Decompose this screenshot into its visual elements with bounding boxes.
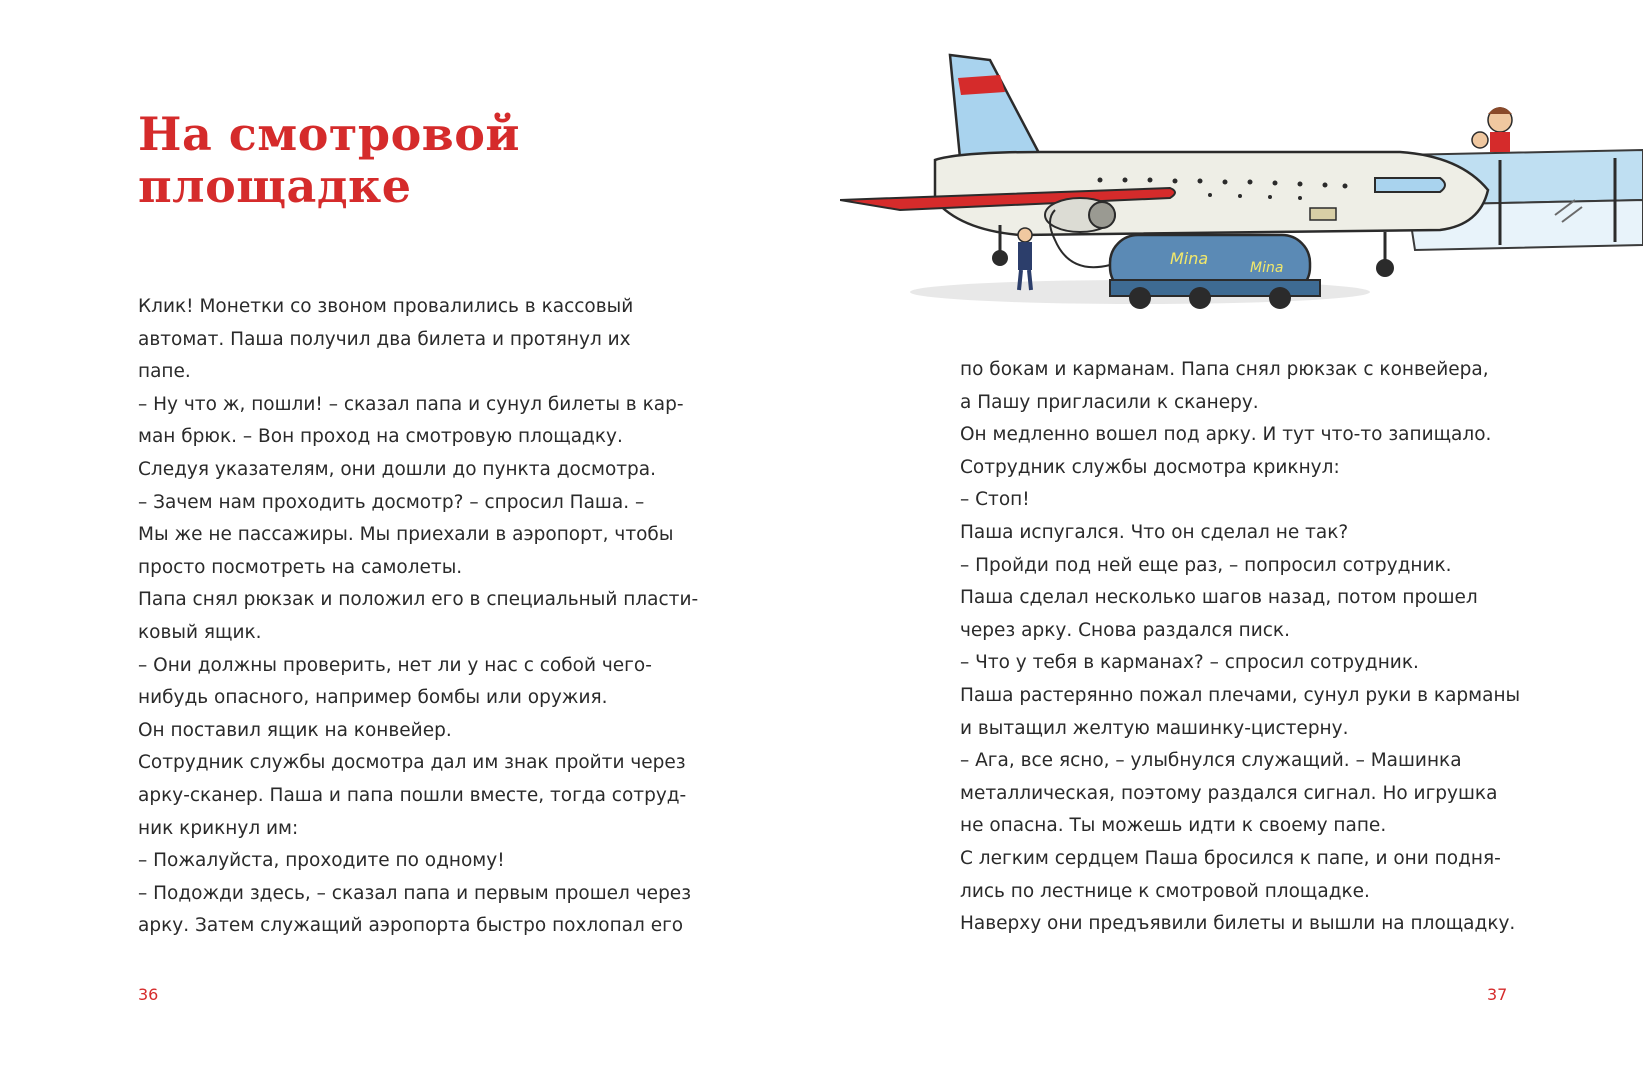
right_page-text-line: металлическая, поэтому раздался сигнал. Но игрушка	[960, 782, 1498, 804]
left_page-text-line: Сотрудник службы досмотра дал им знак пройти через	[138, 752, 686, 774]
right_page-text-line: Он медленно вошел под арку. И тут что-то запищало.	[960, 424, 1492, 446]
left_page-text-line: Папа снял рюкзак и положил его в специальный пласти-	[138, 589, 699, 611]
right_page-text-line: – Ага, все ясно, – улыбнулся служащий. – Машинка	[960, 750, 1462, 772]
right_page-text-line: лись по лестнице к смотровой площадке.	[960, 880, 1370, 902]
left_page-text-line: – Пожалуйста, проходите по одному!	[138, 850, 505, 872]
left_page-text-line: арку-сканер. Паша и папа пошли вместе, тогда сотруд-	[138, 784, 687, 806]
left_page-text-line: – Ну что ж, пошли! – сказал папа и сунул билеты в кар-	[138, 393, 684, 415]
right_page-text-line: Паша испугался. Что он сделал не так?	[960, 521, 1349, 543]
left_page-text-line: Следуя указателям, они дошли до пункта досмотра.	[138, 458, 657, 480]
right_page-text-line: – Что у тебя в карманах? – спросил сотрудник.	[960, 652, 1419, 674]
right_page-text-line: Паша растерянно пожал плечами, сунул руки в карманы	[960, 684, 1521, 706]
right-page-text	[960, 354, 1520, 941]
right_page-text-line: а Пашу пригласили к сканеру.	[960, 391, 1259, 413]
left_page-text-line: Клик! Монетки со звоном провалились в кассовый	[138, 296, 634, 317]
left_page-text-line: Мы же не пассажиры. Мы приехали в аэропорт, чтобы	[138, 524, 674, 546]
right_page-text-line: – Стоп!	[960, 489, 1030, 511]
left_page-text-line: папе.	[138, 361, 191, 383]
right_page-text-line: Паша сделал несколько шагов назад, потом прошел	[960, 587, 1478, 609]
right_page-text-line: по бокам и карманам. Папа снял рюкзак с конвейера,	[960, 359, 1489, 380]
right_page-text-line: через арку. Снова раздался писк.	[960, 619, 1290, 641]
left_page-text-line: просто посмотреть на самолеты.	[138, 556, 463, 578]
chapter-title-line-2: площадке	[138, 159, 412, 213]
ground-worker	[1018, 228, 1032, 290]
left_page-text-line: арку. Затем служащий аэропорта быстро похлопал его	[138, 915, 684, 937]
tanker-label-1: Mina	[1170, 249, 1209, 268]
left_page-text-line: – Они должны проверить, нет ли у нас с собой чего-	[138, 654, 652, 676]
left_page-text-line: Он поставил ящик на конвейер.	[138, 719, 452, 741]
right_page-text-line: Сотрудник службы досмотра крикнул:	[960, 456, 1340, 478]
people-on-deck	[1472, 107, 1512, 152]
right_page-text-line: С легким сердцем Паша бросился к папе, и они подня-	[960, 847, 1501, 869]
page-number-left: 36	[138, 985, 159, 1004]
plane-tail	[950, 55, 1040, 158]
left_page-text-line: ковый ящик.	[138, 621, 262, 643]
left_page-text-line: автомат. Паша получил два билета и протянул их	[138, 328, 631, 350]
airplane-illustration	[840, 40, 1643, 340]
left_page-text-line: – Подожди здесь, – сказал папа и первым прошел через	[138, 882, 692, 904]
right_page-text-line: – Пройди под ней еще раз, – попросил сотрудник.	[960, 554, 1452, 576]
right_page-text-line: не опасна. Ты можешь идти к своему папе.	[960, 815, 1387, 837]
left-page-text	[138, 291, 698, 943]
left-page	[0, 0, 820, 1080]
right_page-text-line: Наверху они предъявили билеты и вышли на площадку.	[960, 913, 1516, 935]
left_page-text-line: ман брюк. – Вон проход на смотровую площадку.	[138, 426, 623, 448]
page-number-right: 37	[1487, 985, 1508, 1004]
left_page-text-line: нибудь опасного, например бомбы или оружия.	[138, 687, 608, 709]
chapter-title	[138, 108, 520, 212]
right_page-text-line: и вытащил желтую машинку-цистерну.	[960, 717, 1349, 739]
left_page-text-line: ник крикнул им:	[138, 817, 299, 839]
chapter-title-line-1: На смотровой	[138, 107, 521, 161]
tanker-label-2: Mina	[1250, 260, 1284, 276]
left_page-text-line: – Зачем нам проходить досмотр? – спросил Паша. –	[138, 491, 645, 513]
